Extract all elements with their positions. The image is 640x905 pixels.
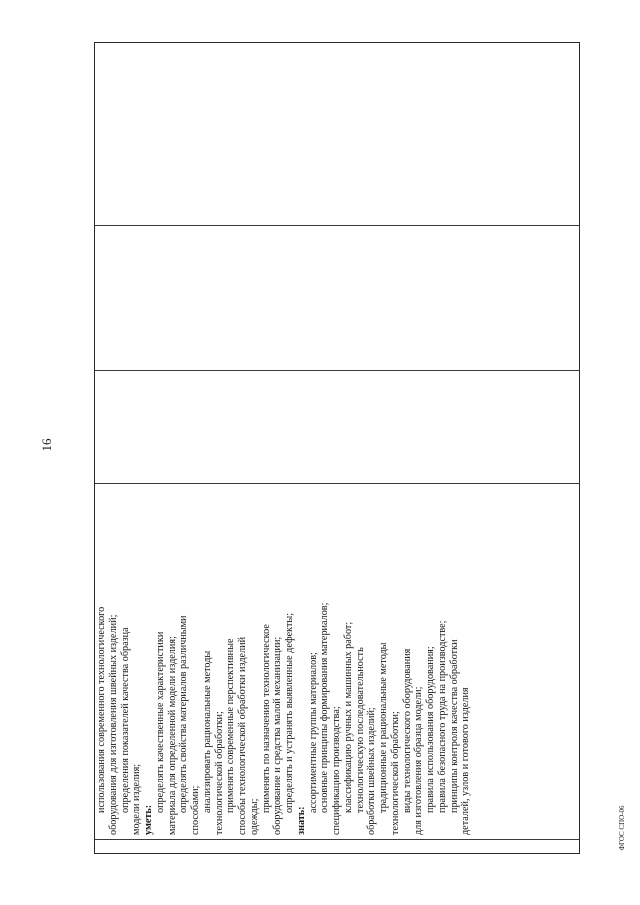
table-text-line: материала для определенной модели изделия; [166,636,178,835]
table-text-line: правила использования оборудования; [425,646,436,813]
table-text-line: спецификацию производства; [331,706,342,835]
table-text-line: применять по назначению технологическое [260,624,272,813]
document-code: ФГОС СПО-06 [618,805,626,851]
table-column-empty-3 [94,42,580,226]
table-text-line: классификацию ручных и машинных работ; [342,621,354,813]
section-heading: знать: [295,806,307,835]
table-text-line: принципы контроля качества обработки [448,639,460,813]
table-text-line: применять современные перспективные [225,638,237,813]
table-column-index [94,840,580,854]
table-text-line: оборудования для изготовления швейных изделий; [107,614,119,835]
table-text-line: определения показателей качества образца [119,627,131,813]
table-text-line: деталей, узлов и готового изделия [460,687,472,835]
table-text-line: технологической обработки; [389,711,401,835]
table-text-line: правила безопасного труда на производстве; [436,620,448,813]
requirements-table [94,42,580,854]
table-text-line: определять и устранять выявленные дефекты; [284,612,295,813]
table-column-competencies [94,484,580,840]
table-column-empty-2 [94,226,580,371]
section-heading: уметь: [143,804,154,835]
table-text-line: модели изделия; [131,763,143,835]
table-text-line: определять свойства материалов различными [178,615,190,813]
table-text-line: анализировать рациональные методы [201,650,213,813]
table-text-line: оборудование и средства малой механизации; [272,636,284,835]
table-text-line: использования современного технологического [96,606,107,813]
table-text-line: традиционные и рациональные методы [378,642,389,813]
table-text-line: для изготовления образца модели; [413,686,425,835]
page-number: 16 [39,438,54,452]
table-text-line: основные принципы формирования материалов; [319,602,331,813]
table-text-line: виды технологического оборудования [401,648,413,813]
table-column-empty-1 [94,371,580,484]
table-text-line: технологической обработки; [213,711,225,835]
table-frame [94,42,580,854]
table-text-line: одежды; [248,798,260,835]
table-text-line: обработки швейных изделий; [366,707,378,835]
table-text-line: ассортиментные группы материалов; [307,652,319,813]
table-text-line: способами; [190,785,201,835]
table-text-line: определять качественные характеристики [154,631,166,813]
table-text-line: технологическую последовательность [354,647,366,813]
table-text-line: способы технологической обработки изделий [237,636,248,835]
